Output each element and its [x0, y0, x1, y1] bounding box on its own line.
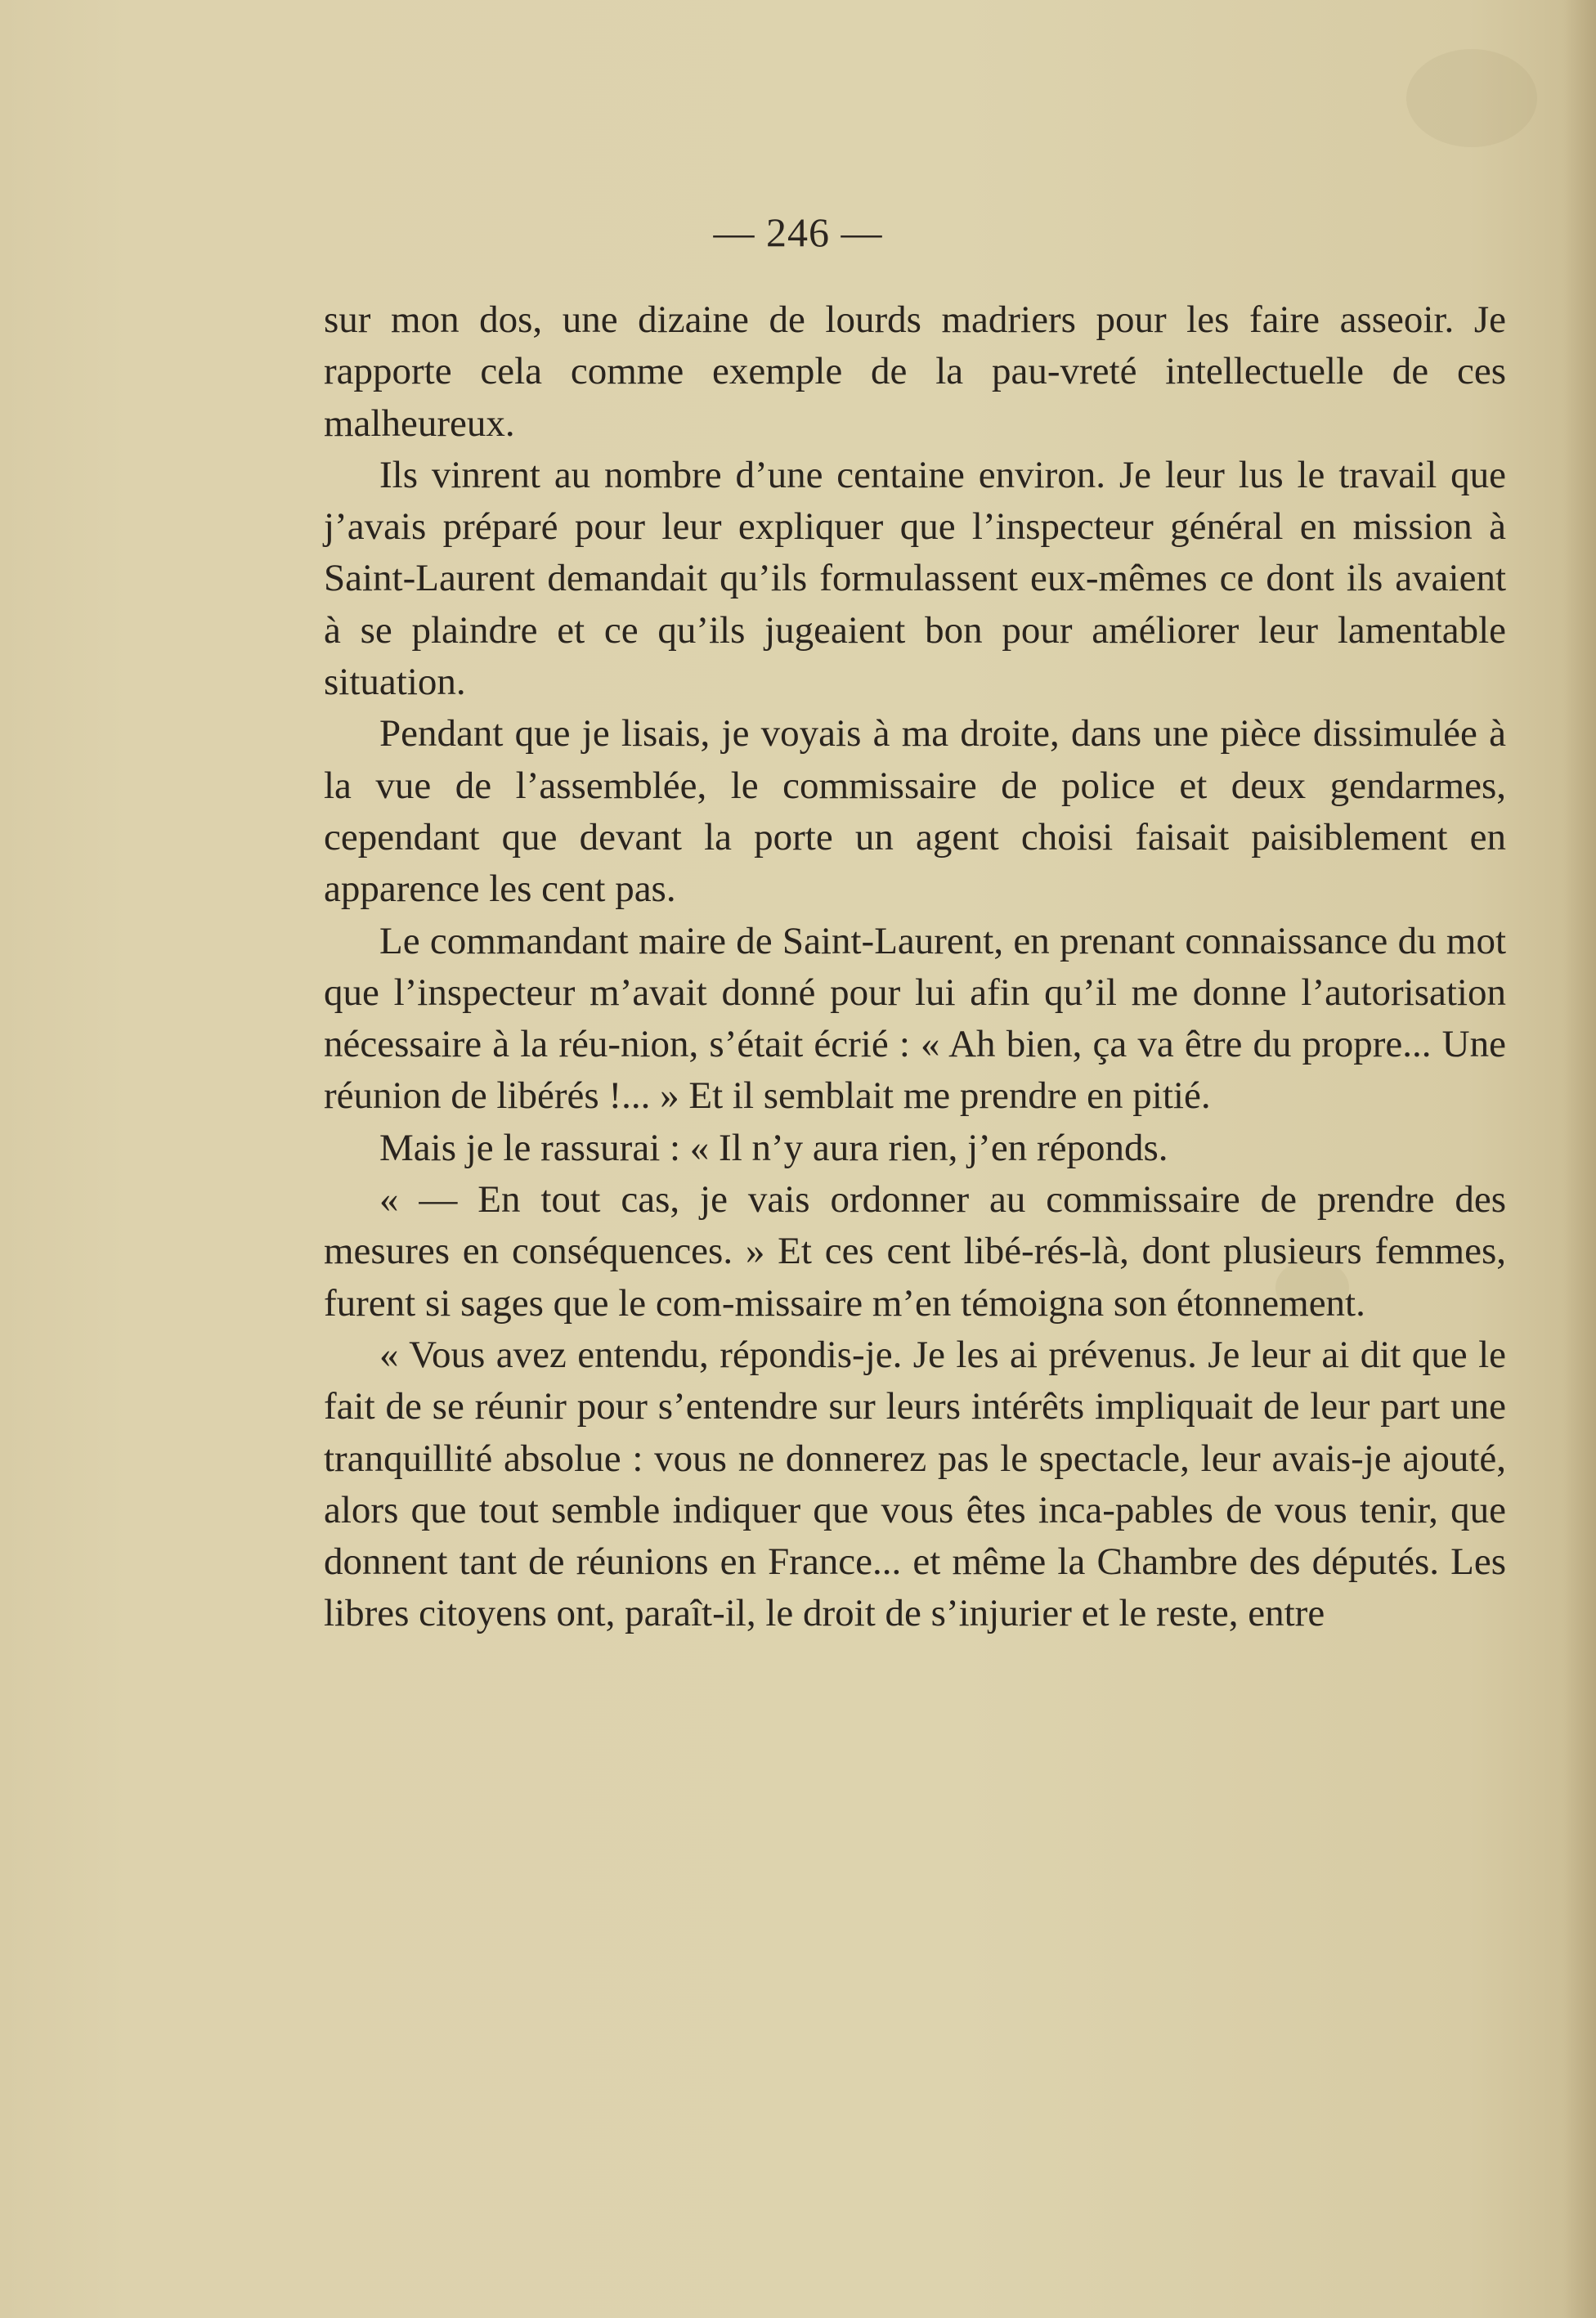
page-edge-shadow	[1563, 0, 1596, 2318]
paragraph-3: Pendant que je lisais, je voyais à ma droite, dans une pièce dissimulée à la vue de l’assemblée, le commissaire de police et deux gendarmes, cependant que devant la porte un agent choisi faisait paisiblement en apparence les cent pas.	[324, 712, 1506, 911]
paragraph-5: Mais je le rassurai : « Il n’y aura rien, j’en réponds.	[379, 1126, 1168, 1169]
paragraph-1: sur mon dos, une dizaine de lourds madriers pour les faire asseoir. Je rapporte cela comme exemple de la pau-vreté intellectuelle de ces malheureux.	[324, 298, 1506, 445]
paragraph-6: « — En tout cas, je vais ordonner au commissaire de prendre des mesures en conséquences. » Et ces cent libé-rés-là, dont plusieurs femmes, furent si sages que le com-missaire m’en témoigna son étonnement.	[324, 1178, 1506, 1325]
paragraph-4: Le commandant maire de Saint-Laurent, en prenant connaissance du mot que l’inspecteur m’avait donné pour lui afin qu’il me donne l’autorisation nécessaire à la réu-nion, s’était écrié : « Ah bien, ça va être du propre... Une réunion de libérés !... » Et il semblait me prendre en pitié.	[324, 919, 1506, 1118]
paragraph-7: « Vous avez entendu, répondis-je. Je les ai prévenus. Je leur ai dit que le fait de se réunir pour s’entendre sur leurs intérêts impliquait de leur part une tranquillité absolue : vous ne donnerez pas le spectacle, leur avais-je ajouté, alors que tout semble indiquer que vous êtes inca-pables de vous tenir, que donnent tant de réunions en France... et même la Chambre des députés. Les libres citoyens ont, paraît-il, le droit de s’injurier et le reste, entre	[324, 1333, 1506, 1635]
page-number-header: — 246 —	[713, 209, 883, 255]
paragraph-2: Ils vinrent au nombre d’une centaine environ. Je leur lus le travail que j’avais préparé pour leur expliquer que l’inspecteur général en mission à Saint-Laurent demandait qu’ils formulassent eux-mêmes ce dont ils avaient à se plaindre et ce qu’ils jugeaient bon pour améliorer leur lamentable situation.	[324, 453, 1506, 704]
body-text	[324, 294, 1506, 1640]
paper-stain	[1406, 49, 1537, 147]
